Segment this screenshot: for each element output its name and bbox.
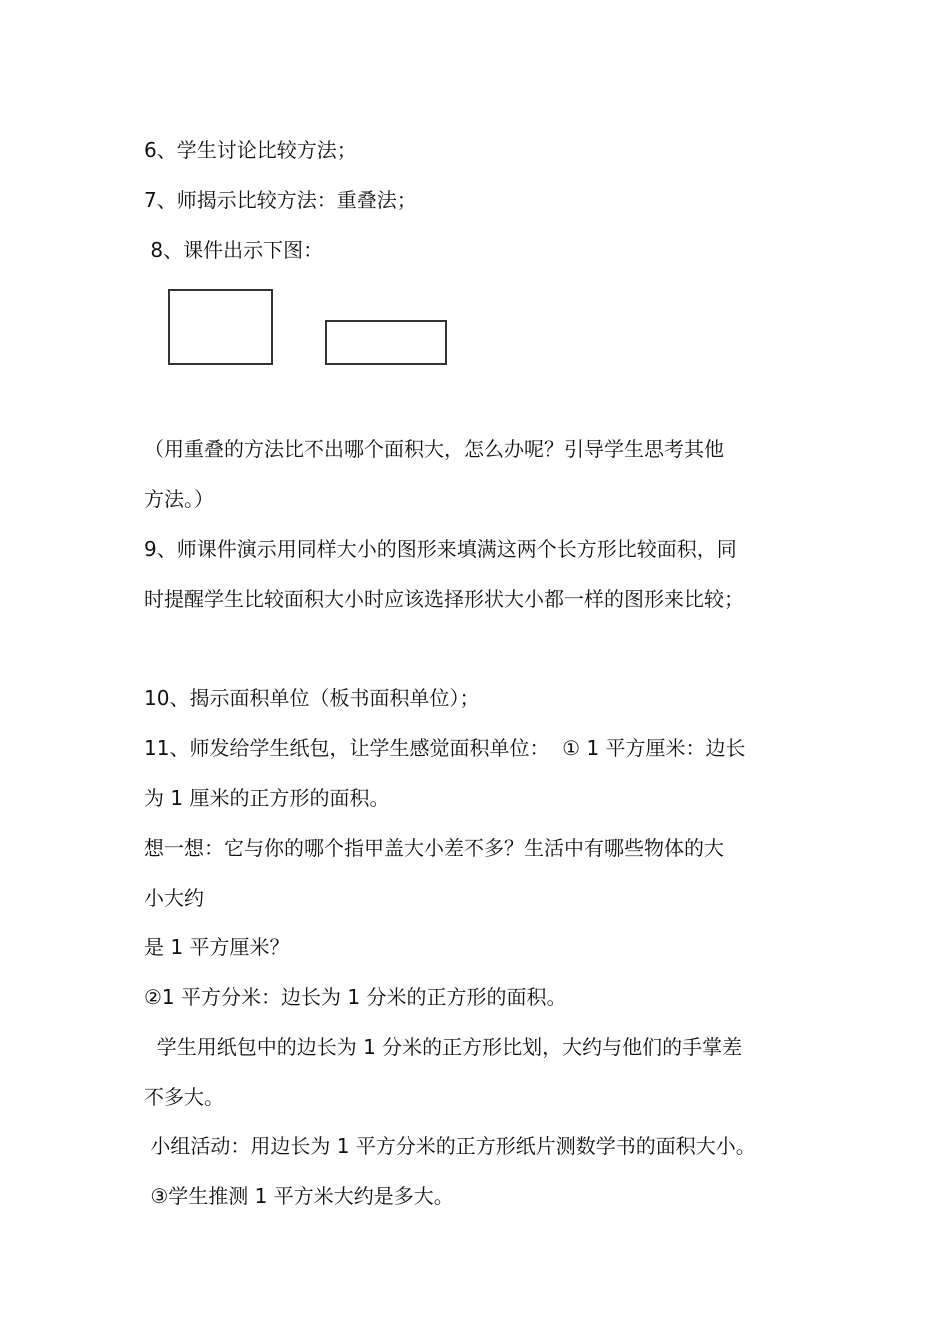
step-9-line-2: 时提醒学生比较面积大小时应该选择形状大小都一样的图形来比较； <box>144 587 744 611</box>
overlap-note-line-1: （用重叠的方法比不出哪个面积大，怎么办呢？引导学生思考其他 <box>144 437 724 461</box>
group-activity-text: 小组活动：用边长为 1 平方分米的正方形纸片测数学书的面积大小。 <box>144 1134 756 1158</box>
step-6-text: 6、学生讨论比较方法； <box>144 138 357 162</box>
step-7-text: 7、师揭示比较方法：重叠法； <box>144 188 417 212</box>
think-prompt-line-1: 想一想：它与你的哪个指甲盖大小差不多？生活中有哪些物体的大 <box>144 836 724 860</box>
square-decimeter-definition: ②1 平方分米：边长为 1 分米的正方形的面积。 <box>144 985 567 1009</box>
overlap-note-line-2: 方法。） <box>144 487 214 511</box>
square-meter-estimate-text: ③学生推测 1 平方米大约是多大。 <box>144 1184 454 1208</box>
step-9-line-1: 9、师课件演示用同样大小的图形来填满这两个长方形比较面积，同 <box>144 537 737 561</box>
step-10-text: 10、揭示面积单位（板书面积单位）； <box>144 686 480 710</box>
think-prompt-line-2: 小大约 <box>144 886 204 910</box>
rectangle-figure <box>325 320 447 365</box>
step-11-line-1: 11、师发给学生纸包，让学生感觉面积单位： ① 1 平方厘米：边长 <box>144 736 746 760</box>
think-prompt-line-3: 是 1 平方厘米？ <box>144 935 290 959</box>
square-figure <box>168 289 273 365</box>
step-11-line-2: 为 1 厘米的正方形的面积。 <box>144 786 390 810</box>
hand-compare-line-2: 不多大。 <box>144 1085 224 1109</box>
hand-compare-line-1: 学生用纸包中的边长为 1 分米的正方形比划，大约与他们的手掌差 <box>144 1035 743 1059</box>
step-8-text: 8、课件出示下图： <box>144 238 324 262</box>
